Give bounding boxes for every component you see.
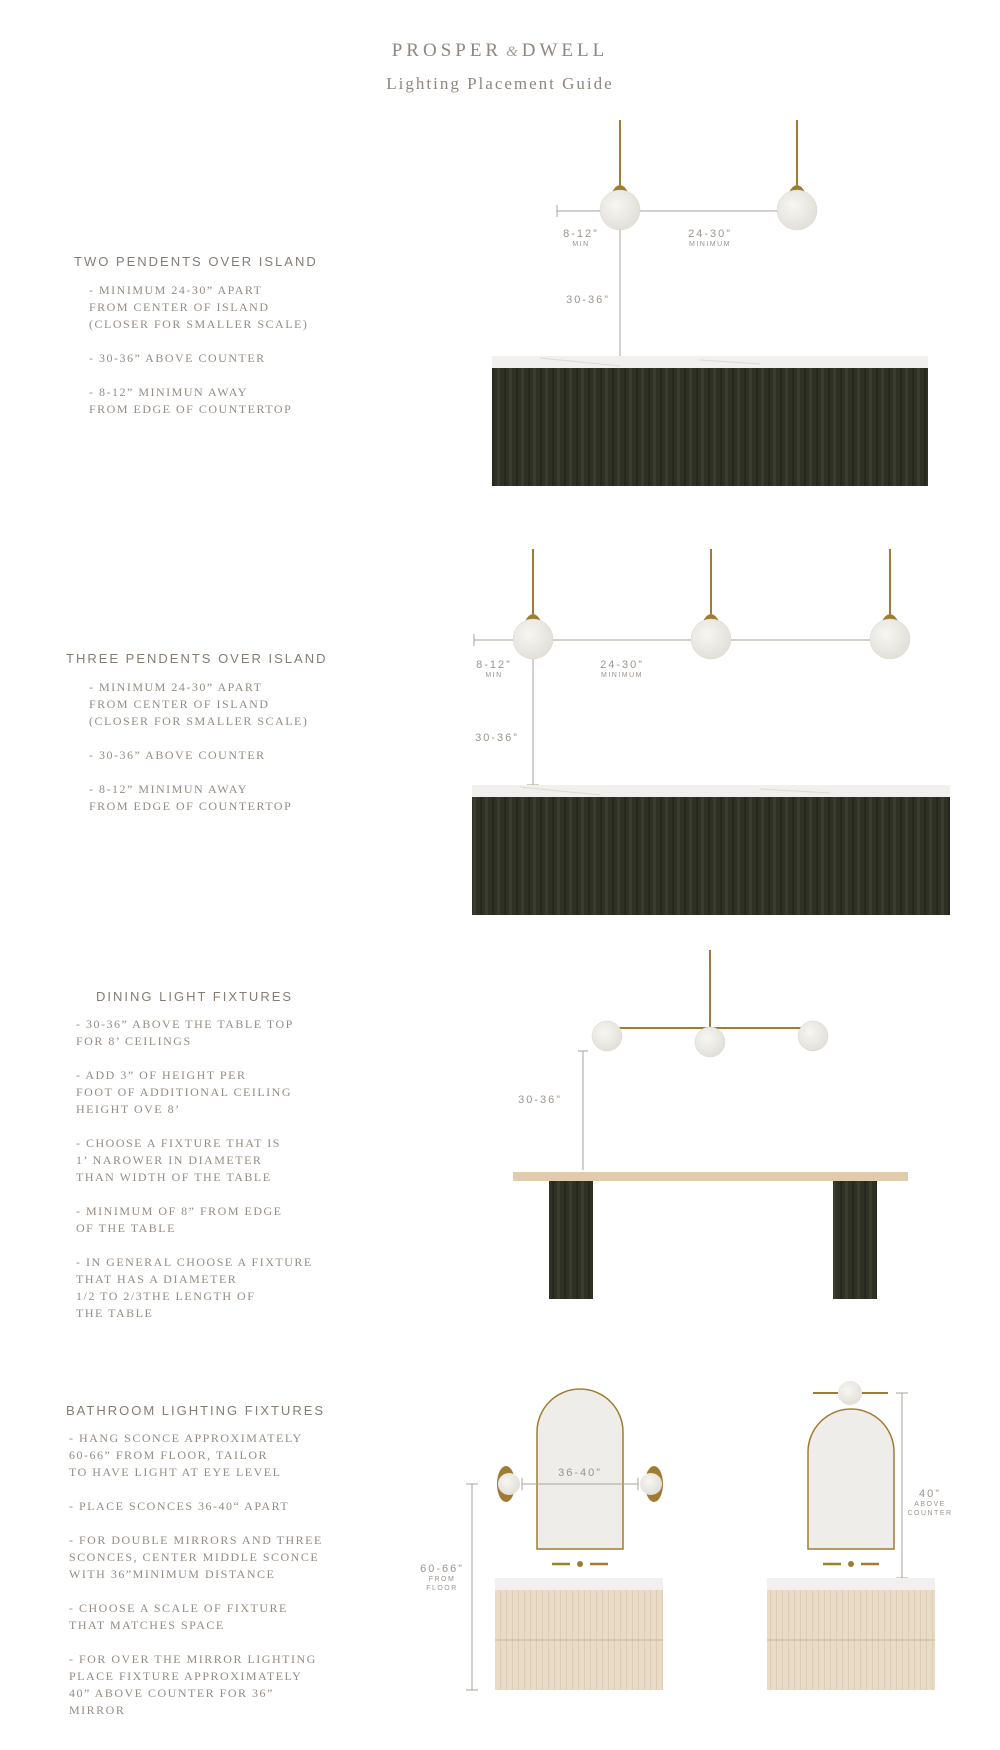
over-mirror-light (813, 1381, 888, 1405)
page-title: Lighting Placement Guide (386, 74, 614, 93)
dimension-lines (896, 1393, 908, 1578)
bullet-item: - 8-12” MINIMUN AWAY FROM EDGE OF COUNTERTOP (89, 782, 293, 813)
bullet-item: - FOR DOUBLE MIRRORS AND THREE SCONCES, CENTER MIDDLE SCONCE WITH 36”MINIMUM DISTANCE (69, 1533, 323, 1581)
two-pendents-diagram (492, 120, 928, 486)
section-title: BATHROOM LIGHTING FIXTURES (66, 1403, 326, 1418)
bullet-item: - 30-36” ABOVE COUNTER (89, 748, 266, 762)
bullet-list (69, 1430, 339, 1736)
bullet-item: - PLACE SCONCES 36-40“ APART (69, 1499, 290, 1513)
section-title: DINING LIGHT FIXTURES (96, 989, 294, 1004)
bullet-item: - MINIMUM OF 8” FROM EDGE OF THE TABLE (76, 1204, 283, 1235)
dimension-value: 60-66” (420, 1563, 464, 1575)
vanity (495, 1578, 663, 1690)
bullet-list (89, 679, 329, 832)
dimension-label-spacing (592, 659, 652, 680)
dimension-value: 24-30” (688, 228, 732, 240)
dimension-note: MIN (485, 672, 503, 679)
dimension-note: FLOOR (426, 1585, 458, 1592)
kitchen-island (472, 785, 950, 915)
kitchen-island (492, 356, 928, 486)
pendant-light (870, 549, 910, 659)
dimension-label-height: 30-36” (518, 1094, 562, 1106)
bathroom-diagram-over-mirror (767, 1381, 935, 1690)
dimension-note: COUNTER (907, 1510, 953, 1517)
dimension-label-height: 30-36” (566, 294, 610, 306)
linear-chandelier (592, 950, 828, 1057)
bullet-list (76, 1016, 336, 1339)
dimension-lines (578, 1051, 588, 1170)
pendant-light (691, 549, 731, 659)
dimension-note: MINIMUM (601, 672, 643, 679)
pendant-light (513, 549, 553, 659)
bullet-item: - IN GENERAL CHOOSE A FIXTURE THAT HAS A DIAMETER 1/2 TO 2/3THE LENGTH OF THE TABLE (76, 1255, 313, 1320)
bullet-item: - CHOOSE A SCALE OF FIXTURE THAT MATCHES SPACE (69, 1601, 288, 1632)
dimension-value: 24-30” (600, 659, 644, 671)
wall-sconce (497, 1466, 520, 1502)
dimension-label-height: 30-36” (475, 732, 519, 744)
bullet-item: - 30-36” ABOVE COUNTER (89, 351, 266, 365)
dimension-value: 40” (919, 1488, 941, 1500)
brand-ampersand: & (506, 44, 518, 60)
bathroom-diagram-sconces (466, 1389, 663, 1690)
dimension-label-edge (469, 659, 519, 680)
dining-table (513, 1172, 908, 1299)
bullet-item: - MINIMUM 24-30” APART FROM CENTER OF ISLAND (CLOSER FOR SMALLER SCALE) (89, 680, 309, 728)
section-title: TWO PENDENTS OVER ISLAND (74, 254, 318, 269)
faucet (823, 1561, 879, 1567)
pendant-light (777, 120, 817, 230)
bullet-item: - ADD 3” OF HEIGHT PER FOOT OF ADDITIONAL CEILING HEIGHT OVE 8’ (76, 1068, 292, 1116)
bullet-item: - FOR OVER THE MIRROR LIGHTING PLACE FIXTURE APPROXIMATELY 40” ABOVE COUNTER FOR 36” MIRROR (69, 1652, 317, 1717)
pendant-light (600, 120, 640, 230)
arched-mirror (808, 1409, 894, 1549)
bullet-item: - HANG SCONCE APPROXIMATELY 60-66” FROM FLOOR, TAILOR TO HAVE LIGHT AT EYE LEVEL (69, 1431, 303, 1479)
dimension-label-counter-height (902, 1488, 958, 1518)
dimension-label-floor-height (414, 1563, 470, 1593)
bullet-list (89, 282, 329, 435)
vanity (767, 1578, 935, 1690)
dimension-note: FROM (428, 1576, 456, 1583)
dimension-note: MINIMUM (689, 241, 731, 248)
wall-sconce (640, 1466, 663, 1502)
brand-name-left: PROSPER (391, 40, 503, 61)
dimension-label-sconce-spacing: 36-40” (558, 1467, 602, 1479)
dining-diagram (513, 950, 908, 1299)
dimension-note: ABOVE (914, 1501, 946, 1508)
dimension-note: MIN (572, 241, 590, 248)
dimension-label-spacing (680, 228, 740, 249)
brand-name-right: DWELL (521, 40, 609, 61)
bullet-item: - MINIMUM 24-30” APART FROM CENTER OF ISLAND (CLOSER FOR SMALLER SCALE) (89, 283, 309, 331)
dimension-label-edge (556, 228, 606, 249)
bullet-item: - 30-36” ABOVE THE TABLE TOP FOR 8’ CEILINGS (76, 1017, 294, 1048)
dimension-value: 8-12” (476, 659, 512, 671)
dimension-value: 8-12” (563, 228, 599, 240)
section-title: THREE PENDENTS OVER ISLAND (66, 651, 328, 666)
bullet-item: - 8-12” MINIMUN AWAY FROM EDGE OF COUNTERTOP (89, 385, 293, 416)
three-pendents-diagram (472, 549, 950, 915)
faucet (552, 1561, 608, 1567)
bullet-item: - CHOOSE A FIXTURE THAT IS 1’ NAROWER IN DIAMETER THAN WIDTH OF THE TABLE (76, 1136, 281, 1184)
